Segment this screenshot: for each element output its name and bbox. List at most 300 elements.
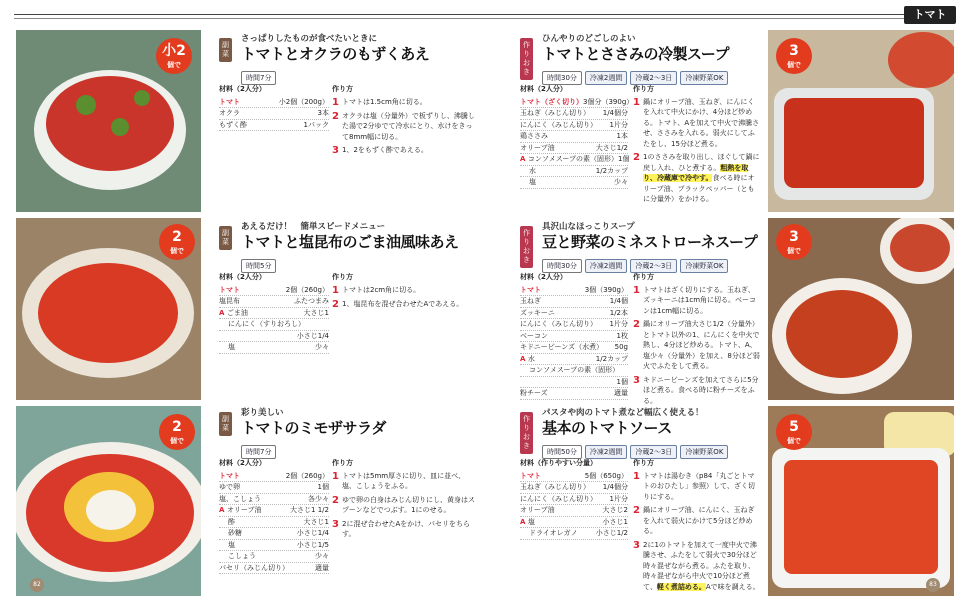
- step-text: [342, 495, 477, 516]
- recipe-type-label: 作りおき: [520, 226, 533, 268]
- ingredient-row: [520, 308, 628, 320]
- step-text-main: トマトは1.5cm角に切る。: [342, 97, 427, 106]
- step-text-main: キドニービーンズを加えてさらに5分ほど煮る。食べる時に粉チーズをふる。: [643, 375, 759, 405]
- ingredient-name-text: トマト: [219, 97, 240, 106]
- step-text: [643, 505, 761, 537]
- step-text: [643, 319, 761, 372]
- ingredient-name-text: にんにく（すりおろし）: [228, 320, 305, 328]
- recipe-catchphrase: ひんやりのどごしのよい: [542, 34, 636, 44]
- ingredient-row: [219, 505, 329, 517]
- ingredient-row: [219, 563, 329, 575]
- seasoning-group-marker: A: [219, 308, 227, 317]
- step-item: [332, 495, 477, 516]
- recipe-title: 豆と野菜のミネストローネスープ: [542, 233, 758, 251]
- ingredient-quantity: 小さじ1/5: [296, 540, 329, 549]
- ingredient-row: [219, 482, 329, 494]
- ingredient-name-text: オリーブ油: [226, 506, 262, 514]
- ingredient-name: [219, 296, 240, 307]
- step-number: 2: [332, 298, 339, 310]
- ingredient-name-text: 鶏ささみ: [520, 132, 548, 140]
- seasoning-group-marker: A: [219, 506, 227, 514]
- ingredient-name-text: コンソメスープの素（固形）: [529, 366, 620, 374]
- ingredient-name-text: 玉ねぎ（みじん切り）: [520, 109, 590, 117]
- step-text-main: 鍋にオリーブ油大さじ1/2（分量外）とトマト以外の1、にんにくを中火で熱し、4分ほど炒める。トマト、A、塩少々（分量外）を加え、8分ほど弱火でふたをして煮る。: [643, 320, 760, 370]
- recipe-block: [520, 32, 765, 212]
- ingredient-row: [520, 331, 628, 343]
- ingredient-name: [219, 494, 261, 505]
- ingredients-heading: 材料（2人分）: [219, 85, 266, 93]
- ingredient-name: [529, 528, 578, 539]
- ingredient-quantity: 少々: [315, 552, 329, 560]
- ingredient-quantity: 大さじ2: [602, 506, 628, 514]
- steps-list: [633, 458, 761, 595]
- step-text: [342, 519, 477, 540]
- ingredient-name-text: トマト: [219, 285, 240, 294]
- recipe-title: トマトと塩昆布のごま油風味あえ: [241, 233, 459, 251]
- ingredient-name-text: キドニービーンズ（水煮）: [520, 343, 604, 351]
- step-text-main: 2に混ぜ合わせたAをかけ、パセリをちらす。: [342, 519, 470, 538]
- storage-chip: 冷蔵2〜3日: [630, 71, 677, 85]
- ingredient-name: [520, 354, 535, 365]
- ingredient-name: [529, 177, 536, 188]
- ingredient-quantity: 大さじ1/2: [595, 143, 628, 152]
- ingredient-quantity: 1枚: [616, 331, 628, 340]
- step-number: 2: [633, 152, 640, 163]
- ingredient-quantity: 5個（650g）: [584, 471, 628, 480]
- steps-heading: 作り方: [633, 85, 654, 93]
- ingredient-name-text: ズッキーニ: [520, 308, 555, 317]
- ingredients-list: [219, 458, 329, 574]
- recipe-block: [219, 220, 489, 400]
- ingredient-row: [219, 319, 329, 331]
- ingredient-name: [520, 296, 541, 307]
- count-badge: 小2 個で: [156, 38, 192, 74]
- ingredient-name-text: 酢: [228, 517, 235, 526]
- ingredient-quantity: 1/4個分: [602, 483, 628, 491]
- steps-heading: 作り方: [332, 273, 353, 281]
- recipe-block: [520, 220, 765, 405]
- steps-list: [332, 458, 477, 543]
- ingredient-quantity: 1パック: [303, 120, 329, 129]
- recipe-block: [219, 32, 489, 212]
- step-item: [633, 505, 761, 537]
- count-badge: 2 個で: [159, 224, 195, 260]
- ingredient-row: [520, 131, 628, 143]
- page-number-left: 82: [30, 578, 44, 592]
- ingredient-name: [219, 108, 240, 119]
- header-rule: [14, 14, 906, 15]
- step-item: [633, 471, 761, 503]
- recipe-type-label: 副菜: [219, 38, 232, 62]
- recipe-title: 基本のトマトソース: [542, 419, 672, 437]
- ingredient-name-text: コンソメスープの素（固形）: [527, 155, 619, 163]
- steps-heading: 作り方: [633, 273, 654, 281]
- ingredient-name: [219, 308, 248, 319]
- header-rule-thin: [14, 18, 906, 19]
- recipe-catchphrase: さっぱりしたものが食べたいときに: [241, 34, 378, 44]
- step-item: [332, 145, 477, 156]
- ingredient-quantity: 1/2カップ: [595, 166, 628, 175]
- recipe-block: [520, 406, 765, 596]
- ingredient-name: [520, 388, 548, 399]
- ingredient-name-text: トマト: [520, 471, 541, 480]
- time-chip: 時間50分: [542, 445, 582, 459]
- ingredient-name: [228, 517, 235, 528]
- ingredient-quantity: 1片分: [609, 494, 628, 503]
- ingredient-row: [520, 154, 628, 166]
- ingredient-name-text: ドライオレガノ: [529, 529, 578, 537]
- ingredient-name-text: 玉ねぎ: [520, 297, 541, 305]
- ingredient-name: [228, 540, 235, 551]
- step-item: [332, 285, 477, 296]
- ingredient-name-text: ごま油: [226, 308, 248, 317]
- step-text: [643, 375, 761, 407]
- ingredient-name-text: 塩: [228, 540, 235, 549]
- ingredient-row: [520, 365, 628, 377]
- seasoning-group-marker: A: [520, 517, 528, 526]
- ingredient-name-text: 粉チーズ: [520, 389, 548, 397]
- recipe-type-label: 副菜: [219, 226, 232, 250]
- step-text-highlight: 軽く煮詰める。: [656, 582, 706, 591]
- steps-list: [633, 272, 761, 409]
- step-text-tail: 食べる時にオリーブ油、ブラックペッパー（ともに分量外）をかける。: [643, 174, 755, 203]
- ingredient-row: [520, 354, 628, 366]
- ingredient-name-text: オリーブ油: [520, 506, 555, 514]
- ingredient-row: [520, 377, 628, 389]
- recipe-type-label: 作りおき: [520, 412, 533, 454]
- ingredient-quantity: 1/4個分: [602, 109, 628, 117]
- ingredient-quantity: 1/2カップ: [595, 354, 628, 363]
- ingredient-name: [520, 120, 597, 131]
- step-text-main: 鍋にオリーブ油、玉ねぎ、にんにくを入れて中火にかけ、4分ほど炒める。トマト、Aを加えて中火で沸騰させ、ささみを入れる。弱火にしてふたをし、15分ほど煮る。: [643, 97, 760, 148]
- category-tag: トマト: [904, 6, 956, 24]
- recipe-catchphrase: パスタや肉のトマト煮など幅広く使える！: [542, 408, 704, 418]
- ingredient-name-text: にんにく（みじん切り）: [520, 120, 597, 129]
- ingredient-name: [529, 365, 619, 376]
- step-number: 3: [633, 374, 640, 386]
- ingredient-name-text: 塩昆布: [219, 297, 240, 305]
- recipe-info-chips: [542, 439, 731, 459]
- ingredient-row: [520, 177, 628, 189]
- ingredient-quantity: 1個: [616, 377, 628, 386]
- step-item: [332, 519, 477, 540]
- step-number: 2: [633, 319, 640, 330]
- ingredient-row: [219, 331, 329, 343]
- page-header: [0, 0, 970, 30]
- ingredient-name-text: 塩、こしょう: [219, 494, 261, 503]
- step-number: 2: [633, 505, 640, 516]
- ingredient-name-text: にんにく（みじん切り）: [520, 494, 597, 503]
- ingredient-row: [219, 342, 329, 354]
- ingredient-name-text: にんにく（みじん切り）: [520, 320, 597, 328]
- ingredients-heading: 材料（2人分）: [520, 85, 567, 93]
- step-number: 1: [332, 470, 339, 482]
- step-item: [633, 97, 761, 150]
- ingredient-row: [520, 494, 628, 506]
- step-item: [332, 97, 477, 108]
- step-number: 1: [332, 96, 339, 108]
- ingredient-name: [228, 551, 256, 562]
- step-number: 1: [332, 284, 339, 296]
- step-text-main: 鍋にオリーブ油、にんにく、玉ねぎを入れて弱火にかけて5分ほど炒める。: [643, 506, 755, 535]
- ingredient-row: [520, 108, 628, 120]
- step-text-main: 2に1のトマトを加えて一度中火で沸騰させ、ふたをして弱火で30分ほど時々混ぜながら煮る。ふたを取り、時々混ぜながら中火で10分ほど煮て、: [643, 540, 757, 591]
- recipe-catchphrase: 具沢山なほっこりスープ: [542, 222, 635, 232]
- ingredient-quantity: 1片分: [609, 320, 628, 328]
- step-text: [342, 285, 477, 296]
- ingredient-name: [520, 143, 555, 154]
- ingredient-name: [529, 166, 536, 177]
- storage-chip: 冷凍野菜OK: [680, 445, 728, 459]
- ingredient-row: [520, 528, 628, 540]
- storage-chip: 冷凍野菜OK: [680, 71, 728, 85]
- ingredient-name: [219, 97, 240, 108]
- step-text: [643, 97, 761, 150]
- ingredient-quantity: 小さじ1/4: [296, 529, 329, 537]
- ingredient-quantity: 大さじ1: [303, 517, 329, 526]
- ingredient-row: [520, 517, 628, 529]
- recipe-info-chips: [241, 65, 279, 85]
- step-item: [332, 111, 477, 143]
- step-item: [633, 540, 761, 593]
- ingredient-quantity: 大さじ1 1/2: [290, 506, 329, 514]
- ingredient-name: [219, 120, 247, 131]
- ingredient-quantity: 1本: [616, 132, 628, 140]
- step-text: [342, 471, 477, 492]
- steps-heading: 作り方: [633, 459, 654, 467]
- recipe-catchphrase: あえるだけ！ 簡単スピードメニュー: [241, 222, 386, 232]
- ingredient-name-text: もずく酢: [219, 120, 247, 129]
- ingredient-quantity: 1個: [317, 483, 329, 491]
- ingredient-name-text: オクラ: [219, 109, 240, 117]
- ingredient-quantity: 1片分: [609, 120, 628, 129]
- ingredient-name: [520, 482, 590, 493]
- ingredients-heading: 材料（作りやすい分量）: [520, 459, 597, 467]
- ingredient-row: [219, 120, 329, 132]
- step-text-main: 1、塩昆布を混ぜ合わせたAであえる。: [342, 299, 464, 308]
- ingredient-quantity: 小2個（200g）: [278, 97, 329, 106]
- step-text-main: トマトはざく切りにする。玉ねぎ、ズッキーニは1cm角に切る。ベーコンは1cm幅に切る。: [643, 285, 757, 315]
- ingredient-row: [520, 342, 628, 354]
- ingredient-row: [520, 471, 628, 483]
- ingredient-name: [228, 342, 235, 353]
- storage-chip: 冷凍2週間: [585, 259, 627, 273]
- step-text: [643, 285, 761, 317]
- step-text-main: 1、2をもずく酢であえる。: [342, 146, 428, 154]
- ingredient-name: [520, 131, 548, 142]
- step-text-main: オクラは塩（分量外）で板ずりし、沸騰した湯で2分ゆでて冷水にとり、水けをきって8mm幅に切る。: [342, 111, 475, 141]
- recipe-type-label: 副菜: [219, 412, 232, 436]
- page-number-right: 83: [926, 578, 940, 592]
- ingredient-row: [520, 285, 628, 297]
- seasoning-group-marker: A: [520, 354, 528, 363]
- ingredient-name: [520, 97, 583, 108]
- ingredient-quantity: ふたつまみ: [294, 297, 329, 305]
- recipe-type-label: 作りおき: [520, 38, 533, 80]
- ingredient-name: [520, 154, 618, 165]
- ingredient-name-text: 塩: [527, 517, 535, 526]
- ingredients-list: [520, 458, 628, 540]
- recipe-block: [219, 406, 489, 596]
- step-item: [332, 299, 477, 310]
- ingredient-name: [219, 505, 262, 516]
- ingredient-name-text: トマト: [219, 471, 240, 480]
- step-number: 1: [633, 284, 640, 296]
- time-chip: 時間7分: [241, 445, 276, 459]
- step-text-main: トマトは湯むき（p84「丸ごとトマトのおひたし」参照）して、ざく切りにする。: [643, 471, 755, 501]
- ingredient-name-text: ベーコン: [520, 331, 548, 340]
- step-item: [633, 152, 761, 205]
- ingredient-quantity: 小さじ1: [602, 517, 628, 526]
- step-text-main: トマトは2cm角に切る。: [342, 285, 421, 294]
- ingredient-name: [219, 563, 289, 574]
- ingredient-quantity: 適量: [315, 563, 329, 572]
- ingredient-name: [520, 308, 555, 319]
- ingredients-list: [219, 272, 329, 354]
- ingredient-name: [219, 482, 240, 493]
- recipe-info-chips: [241, 439, 279, 459]
- ingredient-quantity: 2個（260g）: [285, 285, 329, 294]
- ingredient-row: [219, 494, 329, 506]
- ingredient-name: [520, 342, 603, 353]
- ingredients-list: [520, 272, 628, 400]
- ingredient-name-text: 塩: [228, 343, 235, 351]
- step-text: [643, 152, 761, 205]
- steps-heading: 作り方: [332, 459, 353, 467]
- ingredient-row: [219, 471, 329, 483]
- recipe-title: トマトのミモザサラダ: [241, 419, 386, 437]
- ingredient-quantity: 1個: [618, 155, 630, 163]
- ingredient-name: [520, 319, 597, 330]
- ingredient-row: [219, 540, 329, 552]
- step-text: [342, 97, 477, 108]
- ingredients-list: [219, 84, 329, 131]
- step-text-tail: Aで味を調える。: [705, 582, 760, 591]
- ingredient-name: [520, 285, 541, 296]
- ingredient-name-text: こしょう: [228, 552, 256, 560]
- step-number: 3: [332, 518, 339, 530]
- time-chip: 時間30分: [542, 71, 582, 85]
- step-number: 3: [332, 145, 339, 156]
- steps-list: [332, 272, 477, 313]
- seasoning-group-marker: A: [520, 155, 528, 163]
- ingredient-name: [520, 471, 541, 482]
- storage-chip: 冷蔵2〜3日: [630, 259, 677, 273]
- ingredient-row: [219, 285, 329, 297]
- ingredient-row: [219, 296, 329, 308]
- recipe-info-chips: [542, 65, 731, 85]
- count-badge: 3 個で: [776, 38, 812, 74]
- ingredient-row: [219, 97, 329, 109]
- count-badge: 3 個で: [776, 224, 812, 260]
- ingredient-quantity: 少々: [315, 343, 329, 351]
- storage-chip: 冷蔵2〜3日: [630, 445, 677, 459]
- ingredient-row: [520, 388, 628, 400]
- ingredient-row: [520, 296, 628, 308]
- time-chip: 時間7分: [241, 71, 276, 85]
- count-badge: 2 個で: [159, 414, 195, 450]
- ingredient-name-text: トマト: [520, 285, 541, 294]
- ingredient-name-text: 水: [527, 354, 535, 363]
- step-text: [342, 299, 477, 310]
- step-text: [643, 471, 761, 503]
- ingredient-row: [520, 97, 634, 109]
- steps-list: [332, 84, 477, 159]
- ingredient-quantity: 各少々: [308, 494, 329, 503]
- step-text-main: トマトは5mm厚さに切り、皿に並べ、塩、こしょうをふる。: [342, 471, 466, 490]
- step-item: [633, 319, 761, 372]
- ingredient-row: [520, 143, 628, 155]
- time-chip: 時間5分: [241, 259, 276, 273]
- count-badge: 5 個で: [776, 414, 812, 450]
- step-item: [633, 285, 761, 317]
- ingredient-row: [219, 528, 329, 540]
- ingredient-quantity: 3本: [317, 109, 329, 117]
- ingredient-name: [520, 331, 548, 342]
- storage-chip: 冷凍2週間: [585, 445, 627, 459]
- step-number: 2: [332, 494, 339, 506]
- ingredient-name-text: 砂糖: [228, 529, 242, 537]
- ingredient-name: [520, 505, 555, 516]
- ingredients-heading: 材料（2人分）: [219, 273, 266, 281]
- steps-list: [633, 84, 761, 208]
- ingredient-name: [219, 285, 240, 296]
- ingredient-quantity: 大さじ1: [303, 308, 329, 317]
- ingredient-quantity: 少々: [614, 178, 628, 186]
- ingredient-quantity: 適量: [614, 389, 628, 397]
- ingredient-row: [520, 482, 628, 494]
- ingredient-row: [520, 120, 628, 132]
- recipe-title: トマトとささみの冷製スープ: [542, 45, 730, 63]
- ingredient-name-text: トマト（ざく切り）: [520, 97, 583, 106]
- ingredient-row: [219, 308, 329, 320]
- ingredient-name: [228, 528, 242, 539]
- ingredient-quantity: 小さじ1/2: [595, 529, 628, 537]
- step-text: [342, 145, 477, 156]
- ingredient-name-text: 玉ねぎ（みじん切り）: [520, 483, 590, 491]
- ingredient-quantity: 1/4個: [609, 297, 628, 305]
- step-item: [633, 375, 761, 407]
- step-text-main: ゆで卵の白身はみじん切りにし、黄身はスプーンなどでつぶす。1にのせる。: [342, 495, 475, 514]
- ingredient-name-text: 水: [529, 166, 536, 175]
- recipe-catchphrase: 彩り美しい: [241, 408, 284, 418]
- ingredient-name: [520, 517, 535, 528]
- ingredient-row: [520, 505, 628, 517]
- recipe-info-chips: [542, 253, 731, 273]
- ingredient-row: [520, 319, 628, 331]
- storage-chip: 冷凍2週間: [585, 71, 627, 85]
- recipe-title: トマトとオクラのもずくあえ: [241, 45, 430, 63]
- ingredient-name: [520, 494, 597, 505]
- step-number: 3: [633, 539, 640, 551]
- ingredient-name-text: ゆで卵: [219, 483, 240, 491]
- step-number: 1: [633, 96, 640, 108]
- step-number: 2: [332, 110, 339, 122]
- ingredient-row: [520, 166, 628, 178]
- step-number: 1: [633, 470, 640, 482]
- steps-heading: 作り方: [332, 85, 353, 93]
- storage-chip: 冷凍野菜OK: [680, 259, 728, 273]
- ingredient-quantity: 50g: [614, 343, 628, 351]
- ingredient-row: [219, 108, 329, 120]
- ingredients-heading: 材料（2人分）: [219, 459, 266, 467]
- step-text: [342, 111, 477, 143]
- ingredient-row: [219, 551, 329, 563]
- step-text-highlight: 粗熱を取り、冷蔵庫で冷やす。: [643, 163, 749, 182]
- ingredient-name-text: パセリ（みじん切り）: [219, 563, 289, 572]
- ingredient-quantity: 小さじ1/4: [296, 331, 329, 340]
- step-item: [332, 471, 477, 492]
